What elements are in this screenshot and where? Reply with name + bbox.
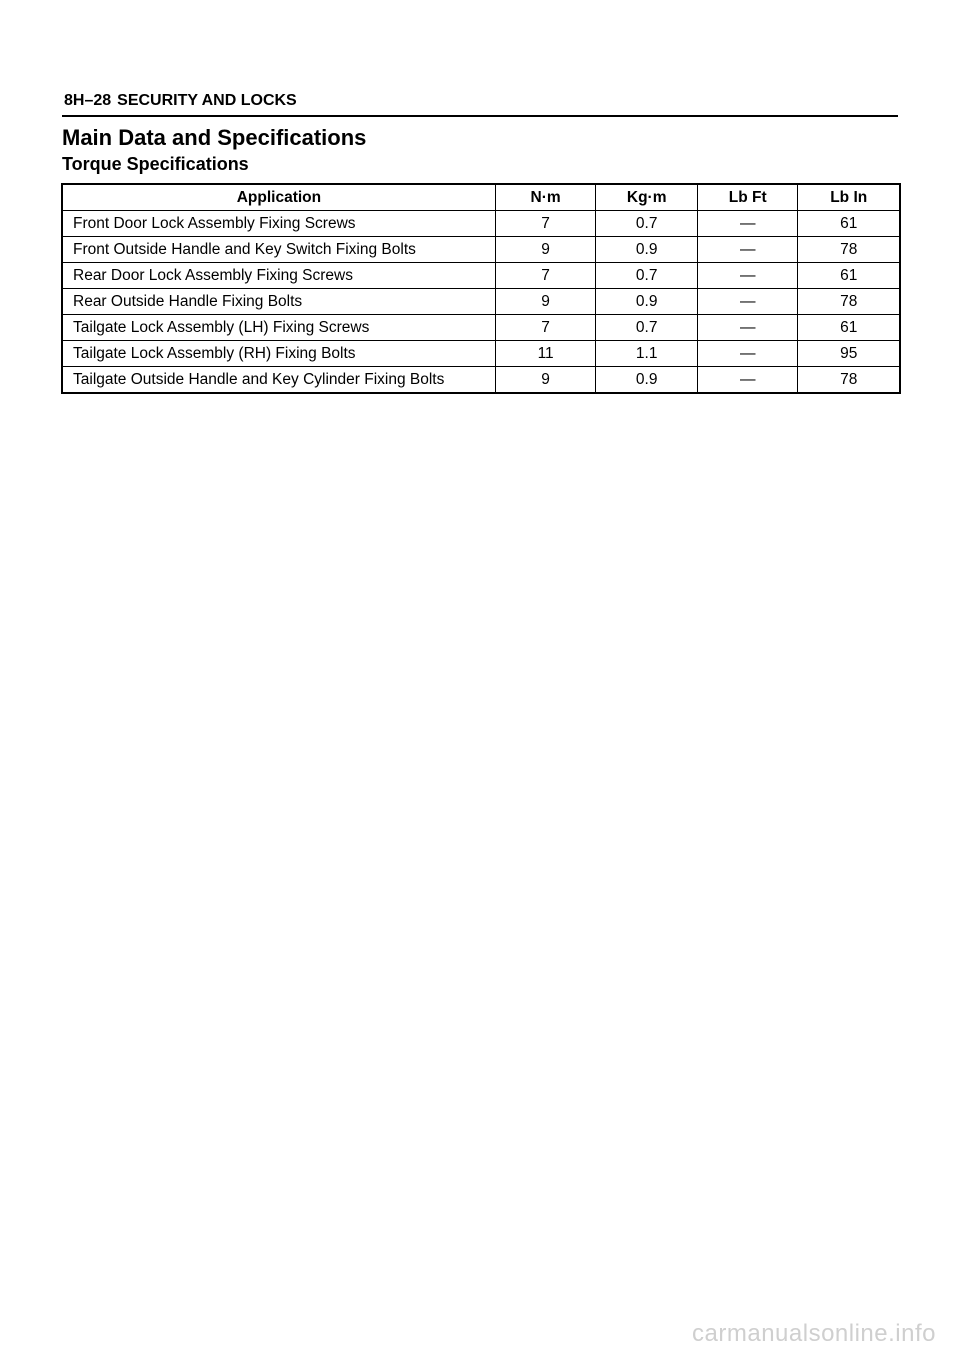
cell-kgm: 0.7 [596,263,698,289]
cell-lbft: — [698,289,798,315]
cell-application: Front Door Lock Assembly Fixing Screws [62,211,495,237]
cell-kgm: 0.9 [596,367,698,394]
table-row [62,211,900,237]
cell-lbin: 95 [798,341,900,367]
cell-kgm: 0.7 [596,211,698,237]
cell-application: Tailgate Lock Assembly (RH) Fixing Bolts [62,341,495,367]
cell-kgm: 1.1 [596,341,698,367]
cell-nm: 7 [495,263,596,289]
cell-nm: 9 [495,367,596,394]
section-title: SECURITY AND LOCKS [117,92,297,109]
cell-lbft: — [698,211,798,237]
section-subtitle: Torque Specifications [62,154,249,174]
cell-application: Rear Outside Handle Fixing Bolts [62,289,495,315]
cell-nm: 7 [495,211,596,237]
table-row [62,367,900,394]
cell-lbft: — [698,341,798,367]
cell-lbft: — [698,367,798,394]
page-header [62,91,898,117]
cell-application: Front Outside Handle and Key Switch Fixing Bolts [62,237,495,263]
column-header-kgm: Kg·m [596,184,698,211]
table-header-row [62,184,900,211]
table-row [62,263,900,289]
column-header-nm: N·m [495,184,596,211]
cell-kgm: 0.9 [596,237,698,263]
cell-kgm: 0.9 [596,289,698,315]
table-row [62,289,900,315]
cell-application: Tailgate Lock Assembly (LH) Fixing Screws [62,315,495,341]
column-header-application: Application [62,184,495,211]
cell-nm: 11 [495,341,596,367]
cell-lbin: 61 [798,315,900,341]
cell-nm: 9 [495,289,596,315]
cell-kgm: 0.7 [596,315,698,341]
section-number: 8H–28 [64,92,112,109]
cell-lbin: 78 [798,289,900,315]
cell-lbft: — [698,237,798,263]
cell-application: Rear Door Lock Assembly Fixing Screws [62,263,495,289]
table-row [62,315,900,341]
column-header-lbft: Lb Ft [698,184,798,211]
cell-lbft: — [698,315,798,341]
cell-lbft: — [698,263,798,289]
cell-nm: 7 [495,315,596,341]
cell-nm: 9 [495,237,596,263]
page-title: Main Data and Specifications [62,125,367,150]
table-row [62,341,900,367]
cell-application: Tailgate Outside Handle and Key Cylinder Fixing Bolts [62,367,495,394]
cell-lbin: 78 [798,237,900,263]
cell-lbin: 61 [798,263,900,289]
torque-spec-table [61,183,901,394]
cell-lbin: 78 [798,367,900,394]
column-header-lbin: Lb In [798,184,900,211]
table-row [62,237,900,263]
watermark: carmanualsonline.info [692,1320,936,1347]
cell-lbin: 61 [798,211,900,237]
